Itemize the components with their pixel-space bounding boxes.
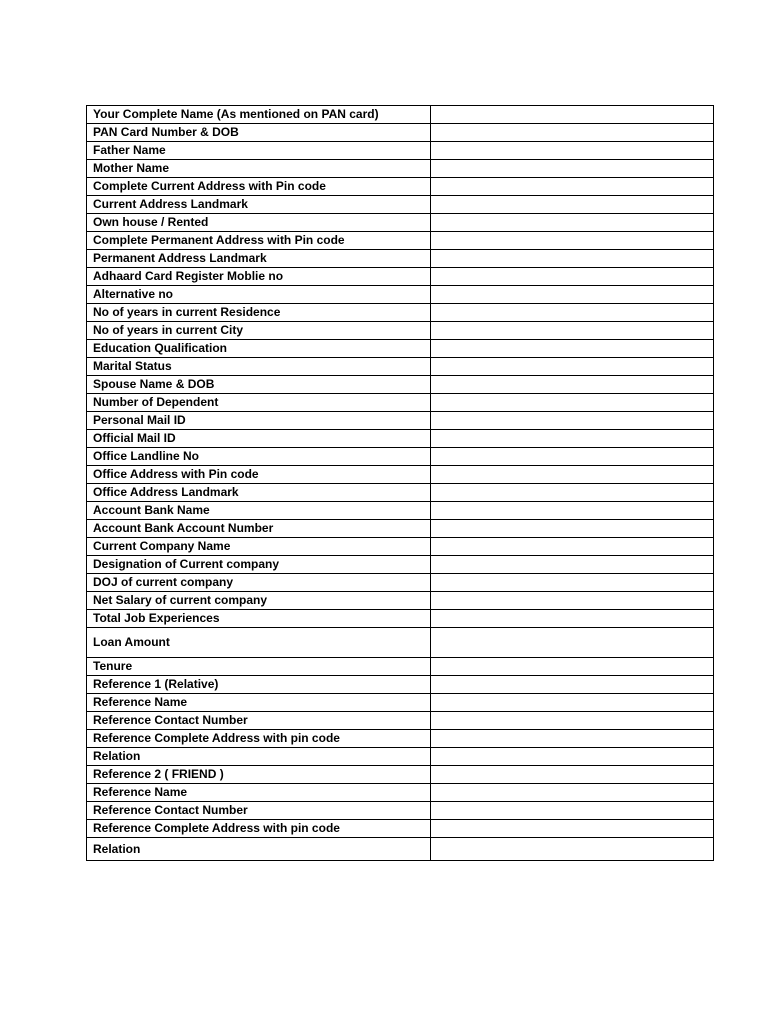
form-row xyxy=(87,556,714,574)
field-label: Mother Name xyxy=(87,160,431,178)
field-label: No of years in current Residence xyxy=(87,304,431,322)
form-row xyxy=(87,448,714,466)
field-label: Loan Amount xyxy=(87,628,431,658)
field-value-cell[interactable] xyxy=(431,448,714,466)
form-row xyxy=(87,538,714,556)
form-row xyxy=(87,694,714,712)
field-label: Spouse Name & DOB xyxy=(87,376,431,394)
field-label: Reference Complete Address with pin code xyxy=(87,730,431,748)
field-value-cell[interactable] xyxy=(431,694,714,712)
form-row xyxy=(87,412,714,430)
form-row xyxy=(87,574,714,592)
field-value-cell[interactable] xyxy=(431,430,714,448)
field-label: Own house / Rented xyxy=(87,214,431,232)
field-label: Complete Permanent Address with Pin code xyxy=(87,232,431,250)
field-value-cell[interactable] xyxy=(431,676,714,694)
field-label: Office Landline No xyxy=(87,448,431,466)
field-label: Personal Mail ID xyxy=(87,412,431,430)
form-row xyxy=(87,196,714,214)
form-row xyxy=(87,676,714,694)
form-row xyxy=(87,160,714,178)
field-label: Reference Complete Address with pin code xyxy=(87,820,431,838)
form-row xyxy=(87,766,714,784)
field-value-cell[interactable] xyxy=(431,124,714,142)
field-label: No of years in current City xyxy=(87,322,431,340)
field-label: Adhaard Card Register Moblie no xyxy=(87,268,431,286)
form-row xyxy=(87,106,714,124)
field-value-cell[interactable] xyxy=(431,730,714,748)
field-label: Current Address Landmark xyxy=(87,196,431,214)
field-value-cell[interactable] xyxy=(431,712,714,730)
field-value-cell[interactable] xyxy=(431,766,714,784)
field-label: Alternative no xyxy=(87,286,431,304)
field-value-cell[interactable] xyxy=(431,286,714,304)
field-value-cell[interactable] xyxy=(431,142,714,160)
field-label: Reference Name xyxy=(87,784,431,802)
field-value-cell[interactable] xyxy=(431,466,714,484)
form-row xyxy=(87,658,714,676)
field-value-cell[interactable] xyxy=(431,658,714,676)
form-row xyxy=(87,286,714,304)
field-label: Official Mail ID xyxy=(87,430,431,448)
field-value-cell[interactable] xyxy=(431,820,714,838)
field-label: Net Salary of current company xyxy=(87,592,431,610)
field-label: Number of Dependent xyxy=(87,394,431,412)
field-label: Designation of Current company xyxy=(87,556,431,574)
field-value-cell[interactable] xyxy=(431,520,714,538)
form-row xyxy=(87,232,714,250)
field-value-cell[interactable] xyxy=(431,178,714,196)
field-label: Relation xyxy=(87,838,431,861)
field-label: Account Bank Account Number xyxy=(87,520,431,538)
field-value-cell[interactable] xyxy=(431,502,714,520)
application-form-table xyxy=(86,105,714,861)
field-value-cell[interactable] xyxy=(431,412,714,430)
form-row xyxy=(87,502,714,520)
field-value-cell[interactable] xyxy=(431,394,714,412)
field-label: Permanent Address Landmark xyxy=(87,250,431,268)
field-label: Marital Status xyxy=(87,358,431,376)
form-row xyxy=(87,268,714,286)
field-value-cell[interactable] xyxy=(431,268,714,286)
field-value-cell[interactable] xyxy=(431,538,714,556)
form-row xyxy=(87,124,714,142)
field-value-cell[interactable] xyxy=(431,196,714,214)
form-row xyxy=(87,394,714,412)
field-value-cell[interactable] xyxy=(431,322,714,340)
form-row xyxy=(87,142,714,160)
field-label: Reference 1 (Relative) xyxy=(87,676,431,694)
field-value-cell[interactable] xyxy=(431,160,714,178)
form-row xyxy=(87,322,714,340)
field-label: PAN Card Number & DOB xyxy=(87,124,431,142)
form-row xyxy=(87,214,714,232)
field-value-cell[interactable] xyxy=(431,214,714,232)
form-row xyxy=(87,376,714,394)
form-row xyxy=(87,430,714,448)
field-value-cell[interactable] xyxy=(431,484,714,502)
form-body xyxy=(87,106,714,861)
field-label: Father Name xyxy=(87,142,431,160)
form-row xyxy=(87,610,714,628)
form-row xyxy=(87,304,714,322)
form-row xyxy=(87,358,714,376)
field-label: Account Bank Name xyxy=(87,502,431,520)
field-value-cell[interactable] xyxy=(431,556,714,574)
field-label: Office Address with Pin code xyxy=(87,466,431,484)
field-label: Reference Contact Number xyxy=(87,712,431,730)
field-label: Reference 2 ( FRIEND ) xyxy=(87,766,431,784)
field-value-cell[interactable] xyxy=(431,592,714,610)
form-row xyxy=(87,340,714,358)
form-row xyxy=(87,592,714,610)
form-row xyxy=(87,730,714,748)
field-value-cell[interactable] xyxy=(431,628,714,658)
field-label: Tenure xyxy=(87,658,431,676)
field-label: Reference Name xyxy=(87,694,431,712)
field-value-cell[interactable] xyxy=(431,340,714,358)
field-value-cell[interactable] xyxy=(431,250,714,268)
form-row xyxy=(87,250,714,268)
form-row xyxy=(87,178,714,196)
field-label: Education Qualification xyxy=(87,340,431,358)
field-label: Total Job Experiences xyxy=(87,610,431,628)
field-label: Relation xyxy=(87,748,431,766)
form-row xyxy=(87,838,714,861)
field-label: Current Company Name xyxy=(87,538,431,556)
field-label: Complete Current Address with Pin code xyxy=(87,178,431,196)
field-value-cell[interactable] xyxy=(431,376,714,394)
field-value-cell[interactable] xyxy=(431,106,714,124)
form-row xyxy=(87,802,714,820)
field-value-cell[interactable] xyxy=(431,304,714,322)
form-row xyxy=(87,484,714,502)
field-value-cell[interactable] xyxy=(431,574,714,592)
field-label: Office Address Landmark xyxy=(87,484,431,502)
field-value-cell[interactable] xyxy=(431,232,714,250)
form-row xyxy=(87,520,714,538)
form-row xyxy=(87,784,714,802)
field-label: DOJ of current company xyxy=(87,574,431,592)
form-row xyxy=(87,466,714,484)
field-value-cell[interactable] xyxy=(431,358,714,376)
field-label: Reference Contact Number xyxy=(87,802,431,820)
field-value-cell[interactable] xyxy=(431,838,714,861)
field-value-cell[interactable] xyxy=(431,610,714,628)
field-value-cell[interactable] xyxy=(431,748,714,766)
form-row xyxy=(87,748,714,766)
field-value-cell[interactable] xyxy=(431,784,714,802)
field-value-cell[interactable] xyxy=(431,802,714,820)
form-row xyxy=(87,820,714,838)
form-row xyxy=(87,628,714,658)
field-label: Your Complete Name (As mentioned on PAN card) xyxy=(87,106,431,124)
form-row xyxy=(87,712,714,730)
